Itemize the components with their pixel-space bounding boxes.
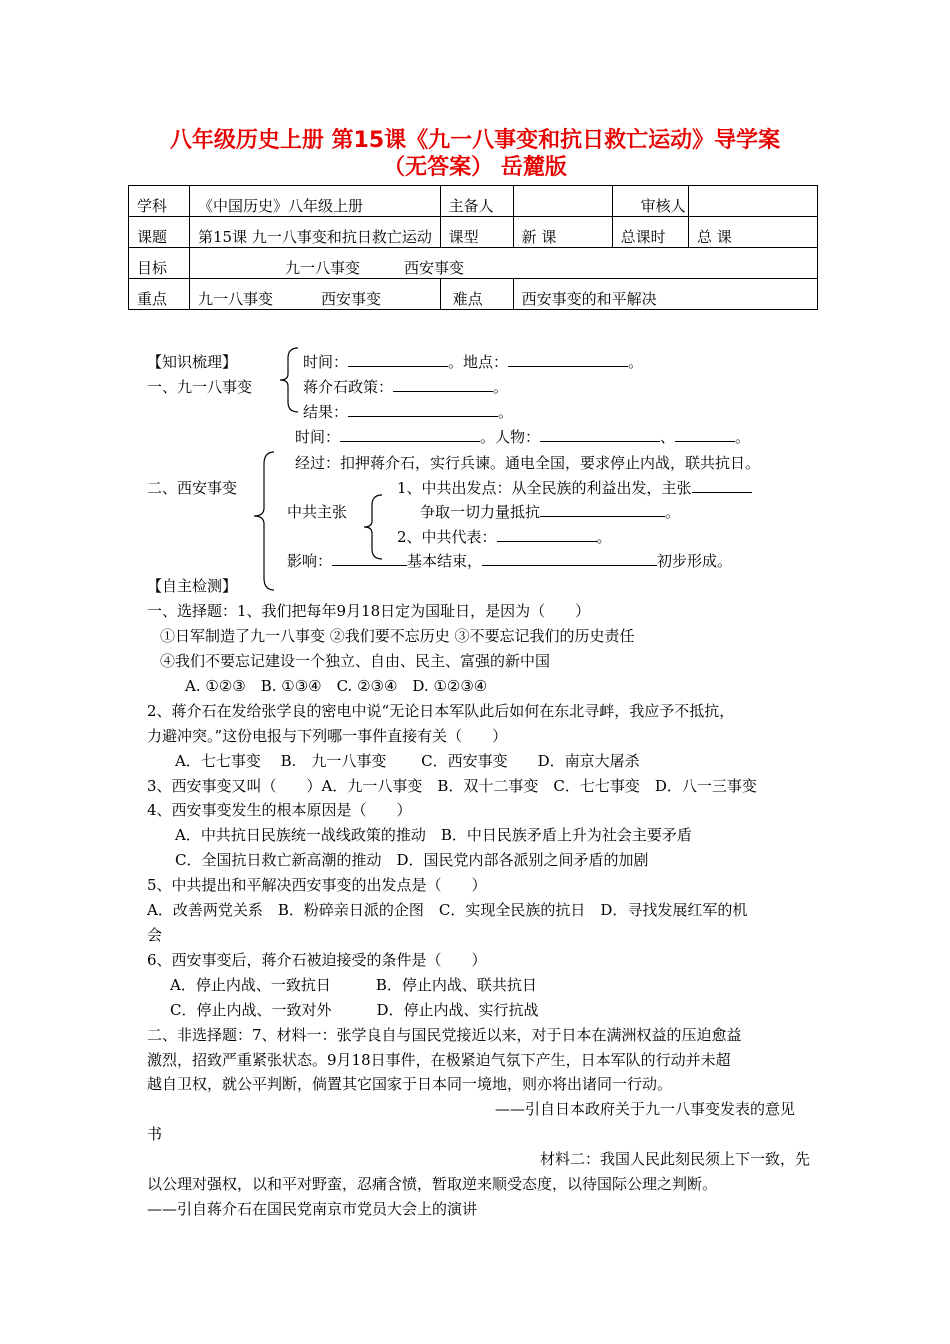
difficulty-label: 难点 — [440, 279, 513, 310]
question-6-choices-ab: A．停止内战、一致抗日 B．停止内战、联共抗日 — [170, 976, 537, 994]
material2-line2: 以公理对强权，以和平对野蛮，忍痛含愤，暂取逆来顺受态度，以待国际公理之判断。 — [147, 1175, 718, 1193]
cpc-position-label: 中共主张 — [287, 503, 348, 521]
document-title-line1: 八年级历史上册 第15课《九一八事变和抗日救亡运动》导学案 — [169, 128, 781, 153]
section2-brace — [248, 450, 278, 592]
goal-item-2: 西安事变 — [404, 259, 465, 277]
material1-source-cont: 书 — [147, 1125, 163, 1143]
key-point-item-1: 九一八事变 — [198, 290, 274, 308]
subject-label: 学科 — [129, 186, 190, 217]
question-5-choices-cont: 会 — [147, 926, 163, 944]
question-4: 4、西安事变发生的根本原因是（ ） — [147, 801, 412, 819]
question-6: 6、西安事变后，蒋介石被迫接受的条件是（ ） — [147, 951, 487, 969]
question-5: 5、中共提出和平解决西安事变的出发点是（ ） — [147, 876, 487, 894]
section1-label: 一、九一八事变 — [147, 378, 253, 396]
s2-point2-line: 2、中共代表： 。 — [397, 528, 612, 546]
material2-line1: 材料二：我国人民此刻民须上下一致，先 — [540, 1150, 811, 1168]
s1-policy-line: 蒋介石政策： 。 — [303, 378, 509, 396]
reviewer-value — [689, 186, 818, 217]
table-row — [129, 248, 818, 279]
goal-value — [190, 248, 818, 279]
s2-impact-line: 影响： 基本结束， 初步形成。 — [287, 552, 733, 570]
s1-result-blank — [348, 402, 498, 417]
question-4-choices-cd: C．全国抗日救亡新高潮的推动 D．国民党内部各派别之间矛盾的加剧 — [175, 851, 649, 869]
question-7-line2: 激烈，招致严重紧张状态。9月18日事件，在极紧迫气氛下产生，日本军队的行动并未超 — [147, 1051, 731, 1069]
question-7-line1: 二、非选择题：7、材料一：张学良自与国民党接近以来，对于日本在满洲权益的压迫愈益 — [147, 1026, 742, 1044]
s2-point1-line: 1、中共出发点：从全民族的利益出发，主张 — [397, 478, 752, 498]
table-row — [129, 217, 818, 248]
question-2-line2: 力避冲突。”这份电报与下列哪一事件直接有关（ ） — [147, 727, 508, 745]
question-1-choices: A. ①②③ B. ①③④ C. ②③④ D. ①②③④ — [185, 677, 488, 695]
key-point-label: 重点 — [129, 279, 190, 310]
s2-time-blank — [340, 427, 480, 442]
key-point-value — [190, 279, 441, 310]
topic-label: 课题 — [129, 217, 190, 248]
knowledge-heading: 【知识梳理】 — [147, 353, 238, 371]
question-1-options-b: ④我们不要忘记建设一个独立、自由、民主、富强的新中国 — [160, 652, 551, 670]
goal-label: 目标 — [129, 248, 190, 279]
s2-point2-blank — [497, 527, 597, 542]
goal-item-1: 九一八事变 — [285, 259, 361, 277]
question-1-options-a: ①日军制造了九一八事变 ②我们要不忘历史 ③不要忘记我们的历史责任 — [160, 627, 635, 645]
material2-source: ——引自蒋介石在国民党南京市党员大会上的演讲 — [147, 1200, 478, 1218]
key-point-item-2: 西安事变 — [321, 290, 382, 308]
s1-policy-blank — [393, 377, 493, 392]
selfcheck-heading: 【自主检测】 — [147, 577, 238, 595]
s2-person2-blank — [675, 427, 735, 442]
lesson-type-value: 新 课 — [513, 217, 612, 248]
question-4-choices-ab: A．中共抗日民族统一战线政策的推动 B．中日民族矛盾上升为社会主要矛盾 — [175, 826, 692, 844]
lesson-info-table — [128, 185, 818, 310]
s1-time-blank — [348, 352, 448, 367]
table-row — [129, 279, 818, 310]
question-1: 一、选择题：1、我们把每年9月18日定为国耻日，是因为（ ） — [147, 602, 591, 620]
s2-point1b-line: 争取一切力量抵抗 。 — [420, 503, 681, 521]
material1-source: ——引自日本政府关于九一八事变发表的意见 — [495, 1100, 796, 1118]
s1-place-blank — [508, 352, 628, 367]
s2-time-line: 时间： 。人物： 、 。 — [295, 428, 751, 446]
s2-point1-blank — [692, 478, 752, 493]
difficulty-value: 西安事变的和平解决 — [513, 279, 817, 310]
question-7-line3: 越自卫权，就公平判断，倘置其它国家于日本同一境地，则亦将出诸同一行动。 — [147, 1075, 673, 1093]
s2-point1b-blank — [540, 502, 665, 517]
total-periods-value: 总 课 — [689, 217, 818, 248]
document-title-line2: （无答案） 岳麓版 — [383, 155, 567, 180]
question-5-choices: A．改善两党关系 B．粉碎亲日派的企图 C．实现全民族的抗日 D．寻找发展红军的机 — [147, 901, 748, 919]
topic-value: 第15课 九一八事变和抗日救亡运动 — [190, 217, 441, 248]
s1-time-line: 时间： 。地点： 。 — [303, 353, 644, 371]
preparer-label: 主备人 — [440, 186, 513, 217]
question-2-choices: A．七七事变 B. 九一八事变 C．西安事变 D．南京大屠杀 — [175, 752, 640, 770]
s2-process: 经过：扣押蒋介石，实行兵谏。通电全国，要求停止内战，联共抗日。 — [295, 454, 761, 472]
lesson-type-label: 课型 — [440, 217, 513, 248]
s2-impact-blank1 — [332, 551, 407, 566]
question-2-line1: 2、蒋介石在发给张学良的密电中说“无论日本军队此后如何在东北寻衅，我应予不抵抗， — [147, 702, 735, 720]
preparer-value — [513, 186, 612, 217]
question-3: 3、西安事变又叫（ ）A．九一八事变 B．双十二事变 C．七七事变 D．八一三事变 — [147, 777, 757, 795]
reviewer-label: 审核人 — [612, 186, 688, 217]
s2-person1-blank — [540, 427, 660, 442]
question-6-choices-cd: C．停止内战、一致对外 D．停止内战、实行抗战 — [170, 1001, 539, 1019]
s1-result-line: 结果： 。 — [303, 403, 514, 421]
section2-label: 二、西安事变 — [147, 479, 238, 497]
table-row — [129, 186, 818, 217]
total-periods-label: 总课时 — [612, 217, 688, 248]
s2-impact-blank2 — [482, 551, 657, 566]
section1-brace — [272, 346, 302, 414]
subject-value: 《中国历史》八年级上册 — [190, 186, 441, 217]
